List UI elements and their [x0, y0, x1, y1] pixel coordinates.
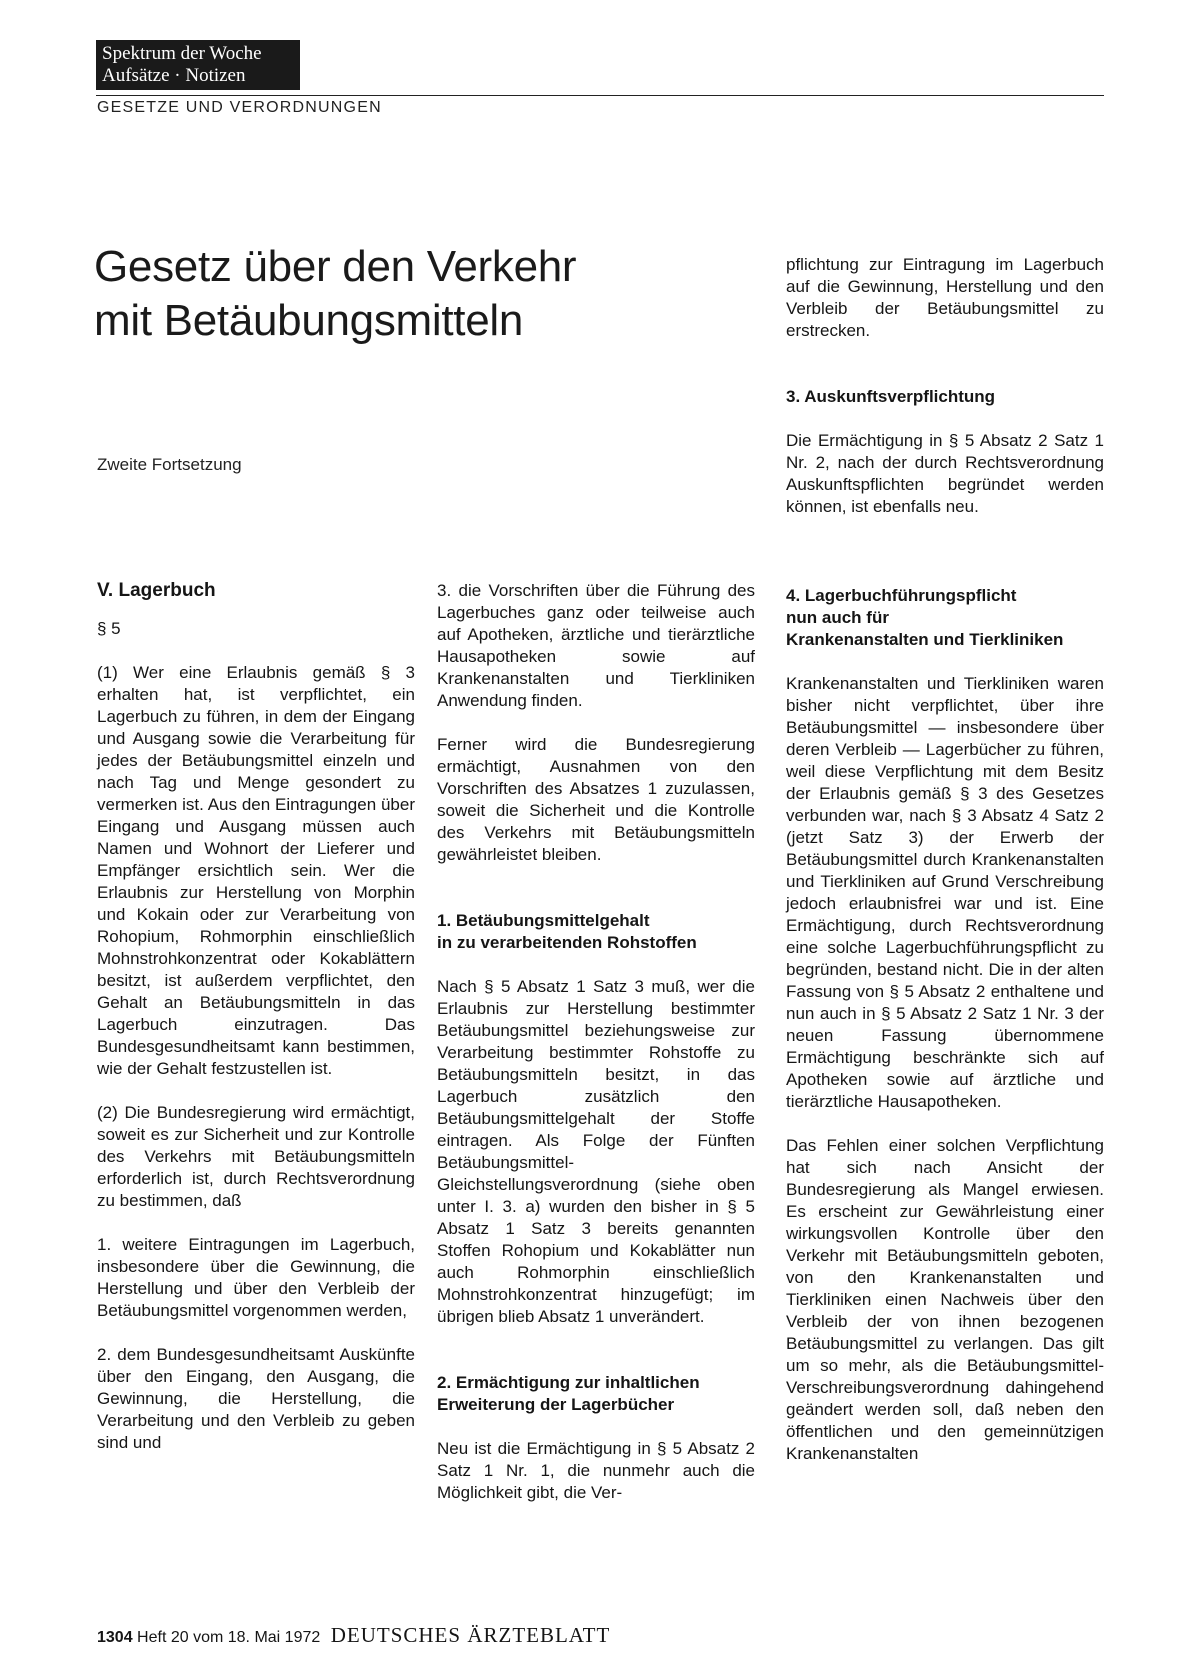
page-number: 1304 — [97, 1629, 133, 1646]
column-1 — [97, 580, 415, 1454]
paragraph: 2. dem Bundesgesundheitsamt Auskünfte über den Eingang, den Ausgang, die Gewinnung, die Herstellung, die Verarbeitung und den Verbleib zu geben sind und — [97, 1345, 415, 1452]
top-right-column — [786, 254, 1104, 518]
journal-name: DEUTSCHES ÄRZTEBLATT — [330, 1623, 611, 1647]
header-rule — [96, 95, 1104, 96]
title-line-2: mit Betäubungsmitteln — [94, 296, 524, 345]
badge-line-1: Spektrum der Woche — [102, 43, 262, 64]
paragraph: (1) Wer eine Erlaubnis gemäß § 3 erhalten hat, ist verpflichtet, ein Lagerbuch zu führen, in dem der Eingang und Ausgang sowie die Verarbeitung für jedes der Betäubungsmittel einzeln und nach Tag und Menge gesondert zu vermerken ist. Aus den Eintragungen über Eingang und Ausgang müssen auch Namen und Wohnort der Lieferer und Empfänger ersichtlich sein. Wer die Erlaubnis zur Herstellung von Morphin und Kokain oder zur Verarbeitung von Rohopium, Rohmorphin einschließlich Mohnstrohkonzentrat oder Kokablättern besitzt, ist außerdem verpflichtet, den Gehalt an Betäubungsmitteln in das Lagerbuch einzutragen. Das Bundesgesundheitsamt kann bestimmen, wie der Gehalt festzustellen ist. — [97, 663, 415, 1078]
badge-line-2: Aufsätze · Notizen — [102, 65, 246, 86]
issue-info: Heft 20 vom 18. Mai 1972 — [137, 1629, 321, 1646]
section-label: GESETZE UND VERORDNUNGEN — [97, 99, 382, 116]
section-heading-1 — [437, 910, 755, 954]
heading-line: 2. Ermächtigung zur inhaltlichen — [437, 1373, 700, 1392]
page-footer — [97, 1623, 610, 1648]
section-heading-2 — [437, 1372, 755, 1416]
paragraph: Krankenanstalten und Tierkliniken waren bisher nicht verpflichtet, über ihre Betäubungsmittel — insbesondere über deren Verbleib — Lagerbücher zu führen, weil diese Verpflichtung mit dem Besitz der Erlaubnis gemäß § 3 des Gesetzes verbunden war, nach § 3 Absatz 4 Satz 2 (jetzt Satz 3) der Erwerb der Betäubungsmittel durch Krankenanstalten und Tierkliniken auf Grund Verschreibung jedoch erlaubnisfrei war und ist. Eine Ermächtigung, durch Rechtsverordnung eine solche Lagerbuchführungspflicht zu begründen, bestand nicht. Die in der alten Fassung von § 5 Absatz 2 enthaltene und nun auch in § 5 Absatz 2 Satz 1 Nr. 3 der neuen Fassung übernommene Ermächtigung beschränkte sich auf Apotheken sowie auf ärztliche und tierärztliche Hausapotheken. — [786, 674, 1104, 1111]
chapter-heading: V. Lagerbuch — [97, 580, 216, 601]
paragraph: 3. die Vorschriften über die Führung des Lagerbuches ganz oder teilweise auch auf Apotheken, ärztliche und tierärztliche Hausapotheken sowie auf Krankenanstalten und Tierkliniken Anwendung finden. — [437, 581, 755, 710]
paragraph: Nach § 5 Absatz 1 Satz 3 muß, wer die Erlaubnis zur Herstellung bestimmter Betäubungsmittel beziehungsweise zur Verarbeitung bestimmter Rohstoffe zu Betäubungsmitteln besitzt, in das Lagerbuch zusätzlich den Betäubungsmittelgehalt der Stoffe eintragen. Als Folge der Fünften Betäubungsmittel-Gleichstellungsverordnung (siehe oben unter I. 3. a) wurden den bisher in § 5 Absatz 1 Satz 3 bereits genannten Stoffen Rohopium und Kokablätter nun auch Rohmorphin einschließlich Mohnstrohkonzentrat hinzugefügt; im übrigen blieb Absatz 1 unverändert. — [437, 977, 755, 1326]
paragraph: 1. weitere Eintragungen im Lagerbuch, insbesondere über die Gewinnung, die Herstellung und über den Verbleib der Betäubungsmittel vorgenommen werden, — [97, 1235, 415, 1320]
article-subtitle: Zweite Fortsetzung — [97, 455, 242, 474]
paragraph-sign: § 5 — [97, 619, 121, 638]
paragraph: (2) Die Bundesregierung wird ermächtigt, soweit es zur Sicherheit und zur Kontrolle des Verkehrs mit Betäubungsmitteln erforderlich ist, durch Rechtsverordnung zu bestimmen, daß — [97, 1103, 415, 1210]
section-badge — [96, 40, 300, 90]
heading-line: 4. Lagerbuchführungspflicht — [786, 586, 1017, 605]
heading-line: 1. Betäubungsmittelgehalt — [437, 911, 650, 930]
paragraph: Ferner wird die Bundesregierung ermächtigt, Ausnahmen von den Vorschriften des Absatzes 1 zuzulassen, soweit die Sicherheit und die Kontrolle des Verkehrs mit Betäubungsmitteln gewährleistet bleiben. — [437, 735, 755, 864]
article-title — [94, 240, 694, 348]
heading-line: in zu verarbeitenden Rohstoffen — [437, 933, 697, 952]
heading-line: Krankenanstalten und Tierkliniken — [786, 630, 1064, 649]
continuation-paragraph: pflichtung zur Eintragung im Lagerbuch auf die Gewinnung, Herstellung und den Verbleib der Betäubungsmittel zu erstrecken. — [786, 255, 1104, 340]
heading-line: nun auch für — [786, 608, 889, 627]
section-heading-3: 3. Auskunftsverpflichtung — [786, 387, 996, 406]
title-line-1: Gesetz über den Verkehr — [94, 242, 577, 291]
paragraph: Neu ist die Ermächtigung in § 5 Absatz 2 Satz 1 Nr. 1, die nunmehr auch die Möglichkeit gibt, die Ver- — [437, 1439, 755, 1502]
paragraph: Das Fehlen einer solchen Verpflichtung hat sich nach Ansicht der Bundesregierung als Mangel erwiesen. Es erscheint zur Gewährleistung einer wirkungsvollen Kontrolle über den Verkehr mit Betäubungsmitteln geboten, von den Krankenanstalten und Tierkliniken einen Nachweis über den Verbleib der von ihnen bezogenen Betäubungsmittel zu verlangen. Das gilt um so mehr, als die Betäubungsmittel-Verschreibungsverordnung dahingehend geändert werden soll, daß neben den öffentlichen und den gemeinnützigen Krankenanstalten — [786, 1136, 1104, 1463]
column-3 — [786, 585, 1104, 1465]
column-2 — [437, 580, 755, 1504]
paragraph: Die Ermächtigung in § 5 Absatz 2 Satz 1 Nr. 2, nach der durch Rechtsverordnung Auskunftspflichten begründet werden können, ist ebenfalls neu. — [786, 431, 1104, 516]
section-heading-4 — [786, 585, 1104, 651]
heading-line: Erweiterung der Lagerbücher — [437, 1395, 675, 1414]
